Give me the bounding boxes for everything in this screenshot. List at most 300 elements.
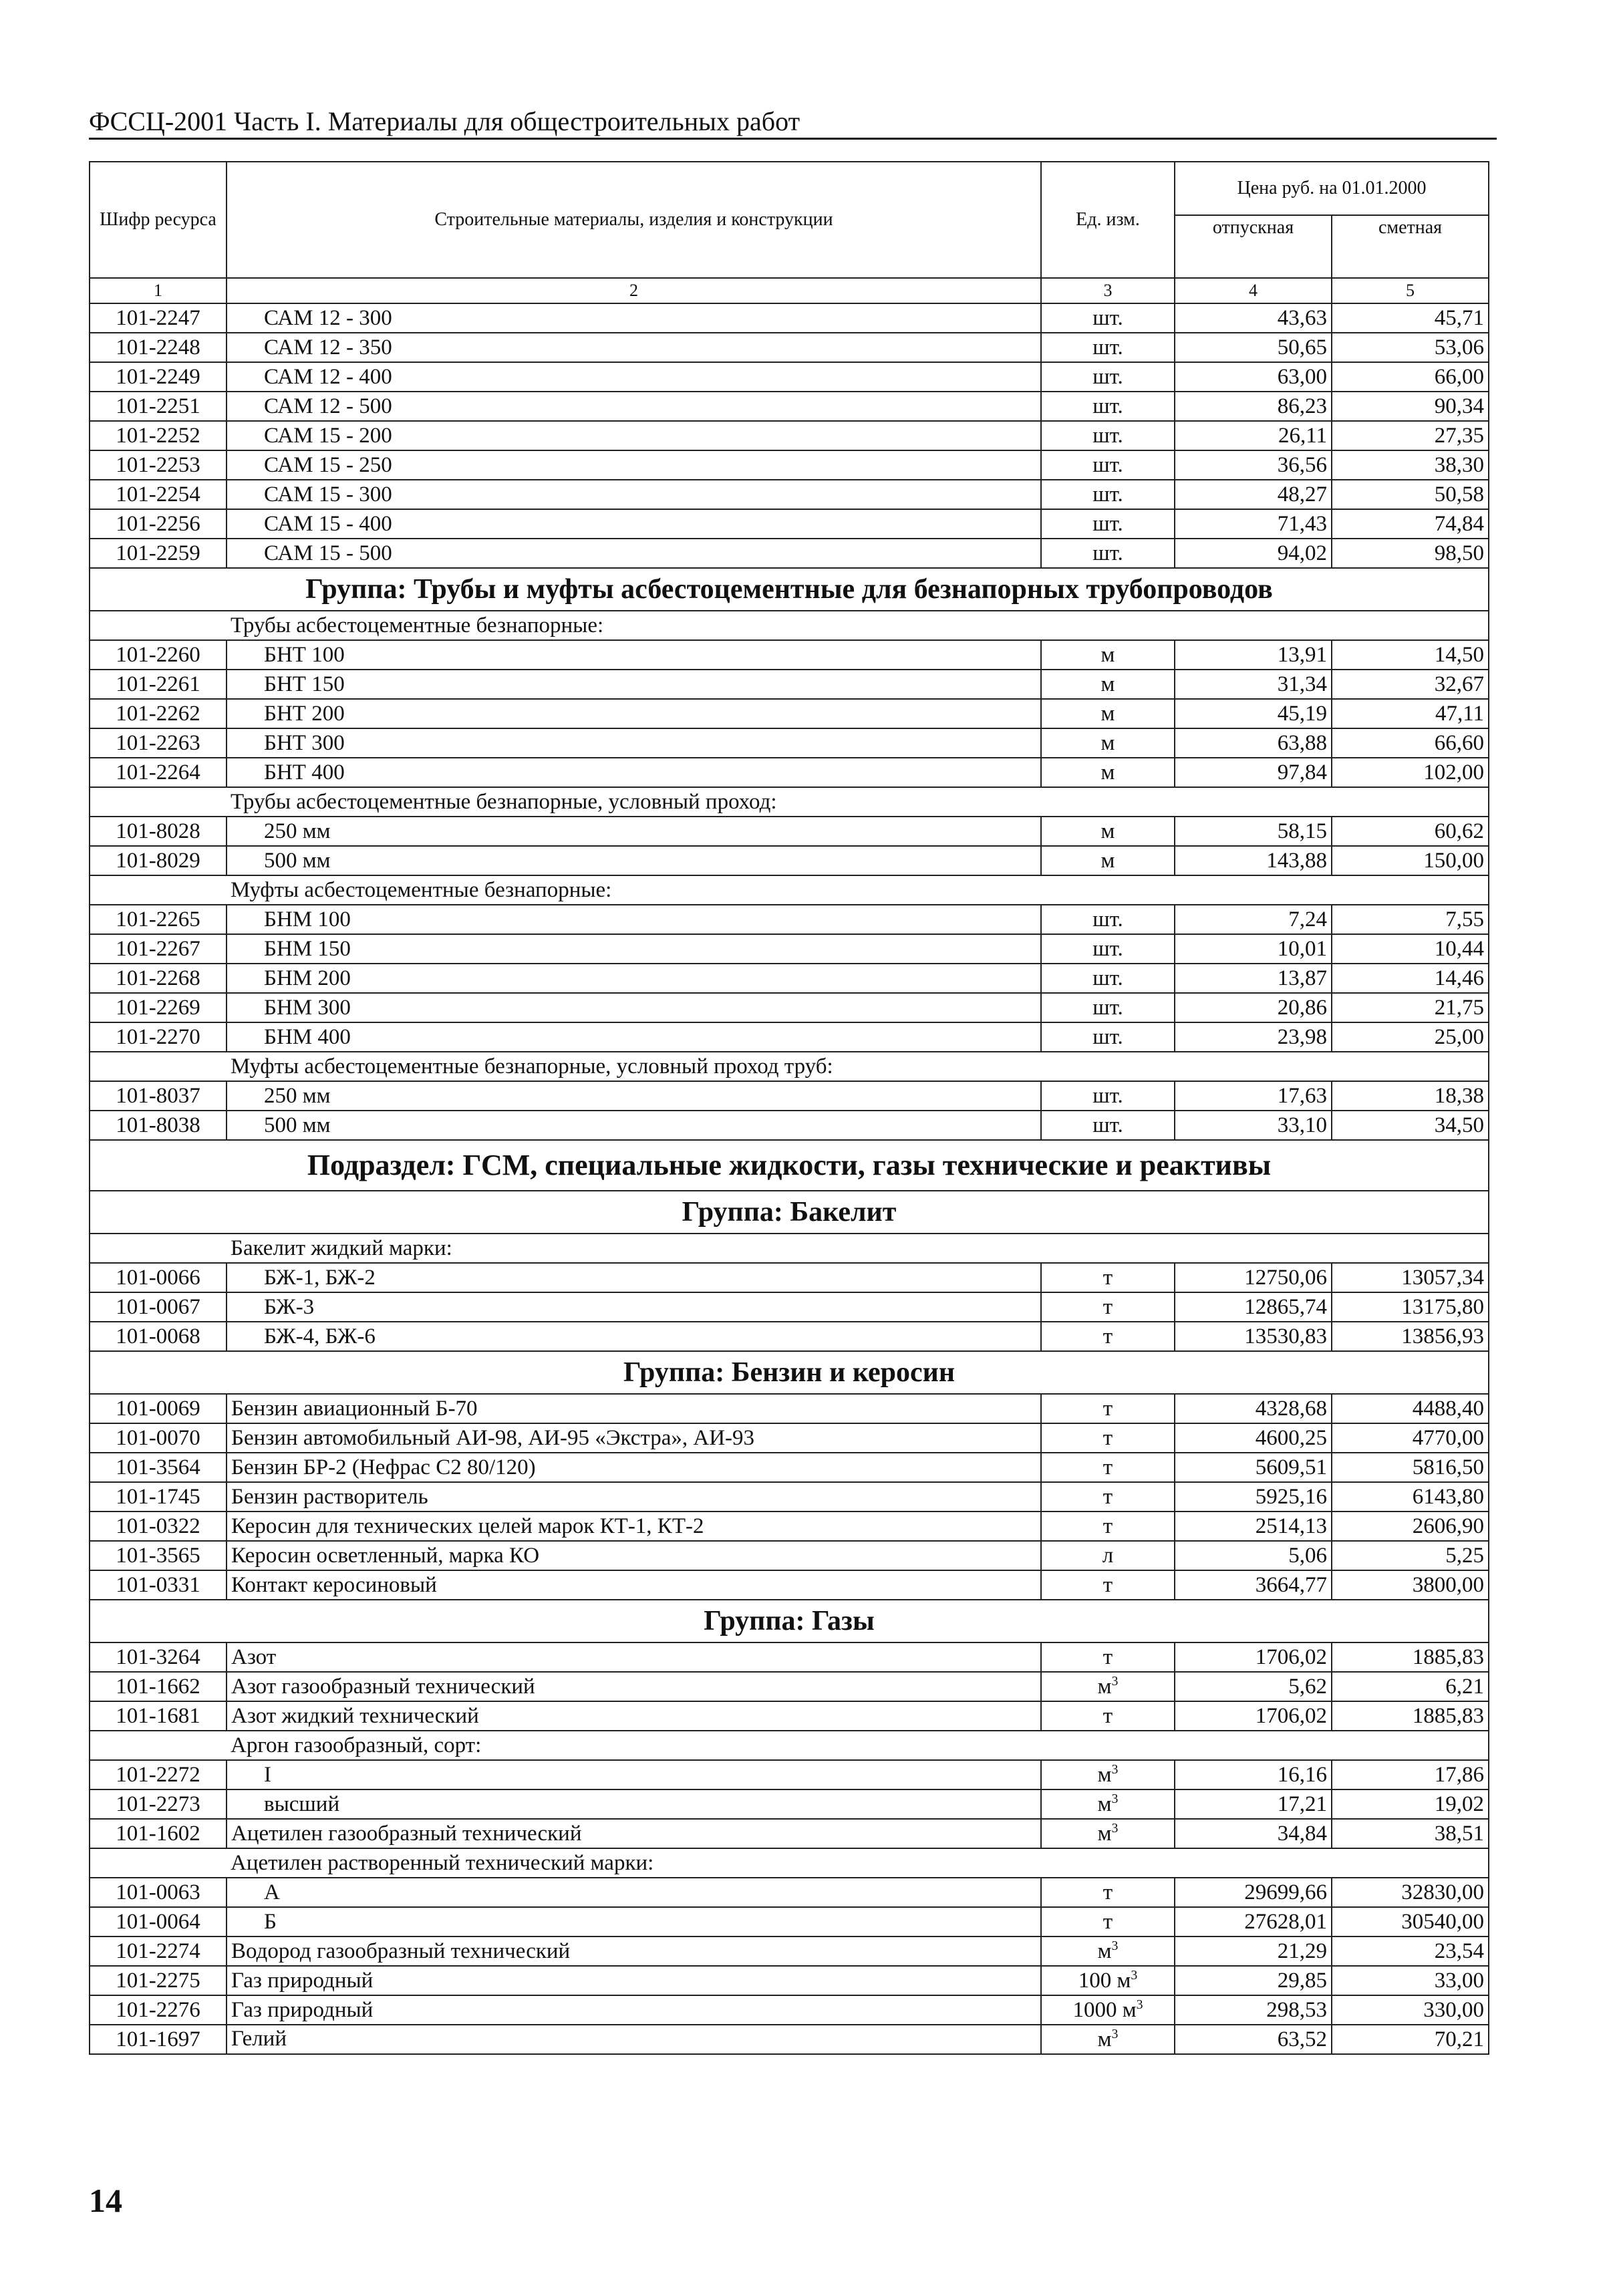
release-price-cell: 13530,83 <box>1175 1322 1332 1351</box>
estimate-price-cell: 5816,50 <box>1332 1453 1489 1482</box>
subgroup-heading-row <box>90 787 1489 817</box>
release-price-cell: 21,29 <box>1175 1936 1332 1966</box>
release-price-cell: 5609,51 <box>1175 1453 1332 1482</box>
unit-cell: т <box>1041 1394 1175 1423</box>
estimate-price-cell: 74,84 <box>1332 509 1489 539</box>
unit-cell: т <box>1041 1878 1175 1907</box>
unit-cell: м <box>1041 728 1175 758</box>
subgroup-heading-row <box>90 611 1489 640</box>
material-name-cell: Бензин БР-2 (Нефрас С2 80/120) <box>227 1453 1041 1482</box>
table-row <box>90 1819 1489 1848</box>
table-row <box>90 1512 1489 1541</box>
material-name-cell: БНТ 200 <box>227 699 1041 728</box>
subgroup-heading-row <box>90 1731 1489 1760</box>
unit-cell: шт. <box>1041 509 1175 539</box>
page-header: ФССЦ-2001 Часть I. Материалы для общестроительных работ <box>89 106 1497 140</box>
group-heading: Группа: Газы <box>90 1600 1489 1642</box>
release-price-cell: 3664,77 <box>1175 1570 1332 1600</box>
material-name-cell: Газ природный <box>227 1995 1041 2025</box>
estimate-price-cell: 23,54 <box>1332 1936 1489 1966</box>
resource-code-cell: 101-2252 <box>90 421 227 450</box>
subgroup-heading: Аргон газообразный, сорт: <box>90 1731 1489 1760</box>
subgroup-heading-row <box>90 1848 1489 1878</box>
resource-code-cell: 101-8029 <box>90 846 227 875</box>
resource-code-cell: 101-1697 <box>90 2025 227 2054</box>
release-price-cell: 63,00 <box>1175 362 1332 392</box>
unit-cell <box>1041 2025 1175 2054</box>
material-name-cell: 500 мм <box>227 846 1041 875</box>
column-number: 2 <box>227 278 1041 303</box>
unit-cell <box>1041 1966 1175 1995</box>
material-name-cell: высший <box>227 1789 1041 1819</box>
unit-cell: шт. <box>1041 303 1175 333</box>
table-row <box>90 539 1489 568</box>
table-row <box>90 1966 1489 1995</box>
unit-cell: шт. <box>1041 1022 1175 1052</box>
estimate-price-cell: 25,00 <box>1332 1022 1489 1052</box>
release-price-cell: 43,63 <box>1175 303 1332 333</box>
material-name-cell: САМ 12 - 400 <box>227 362 1041 392</box>
estimate-price-cell: 32,67 <box>1332 670 1489 699</box>
subgroup-heading: Трубы асбестоцементные безнапорные: <box>90 611 1489 640</box>
unit-text: м <box>1097 2027 1112 2051</box>
estimate-price-cell: 18,38 <box>1332 1081 1489 1111</box>
release-price-cell: 5,06 <box>1175 1541 1332 1570</box>
release-price-cell: 13,91 <box>1175 640 1332 670</box>
estimate-price-cell: 1885,83 <box>1332 1701 1489 1731</box>
release-price-cell: 27628,01 <box>1175 1907 1332 1936</box>
estimate-price-cell: 32830,00 <box>1332 1878 1489 1907</box>
unit-cell: т <box>1041 1322 1175 1351</box>
table-row <box>90 1292 1489 1322</box>
table-row <box>90 905 1489 934</box>
table-row <box>90 1672 1489 1701</box>
estimate-price-cell: 34,50 <box>1332 1111 1489 1140</box>
release-price-cell: 33,10 <box>1175 1111 1332 1140</box>
release-price-cell: 143,88 <box>1175 846 1332 875</box>
table-row <box>90 758 1489 787</box>
estimate-price-cell: 6143,80 <box>1332 1482 1489 1512</box>
unit-cell: т <box>1041 1907 1175 1936</box>
unit-cell: т <box>1041 1570 1175 1600</box>
estimate-price-cell: 19,02 <box>1332 1789 1489 1819</box>
table-row <box>90 817 1489 846</box>
resource-code-cell: 101-2267 <box>90 934 227 964</box>
resource-code-cell: 101-0069 <box>90 1394 227 1423</box>
material-name-cell: САМ 12 - 300 <box>227 303 1041 333</box>
resource-code-cell: 101-2269 <box>90 993 227 1022</box>
table-row <box>90 2025 1489 2054</box>
unit-cell: шт. <box>1041 964 1175 993</box>
release-price-cell: 13,87 <box>1175 964 1332 993</box>
resource-code-cell: 101-8028 <box>90 817 227 846</box>
unit-cell: т <box>1041 1453 1175 1482</box>
material-name-cell: Керосин для технических целей марок КТ-1, КТ-2 <box>227 1512 1041 1541</box>
material-name-cell: САМ 15 - 250 <box>227 450 1041 480</box>
unit-cell: шт. <box>1041 1081 1175 1111</box>
group-heading: Группа: Трубы и муфты асбестоцементные для безнапорных трубопроводов <box>90 568 1489 611</box>
resource-code-cell: 101-2261 <box>90 670 227 699</box>
release-price-cell: 23,98 <box>1175 1022 1332 1052</box>
table-row <box>90 1322 1489 1351</box>
price-table <box>89 161 1489 2055</box>
estimate-price-cell: 66,00 <box>1332 362 1489 392</box>
table-row <box>90 1541 1489 1570</box>
estimate-price-cell: 330,00 <box>1332 1995 1489 2025</box>
release-price-cell: 71,43 <box>1175 509 1332 539</box>
release-price-cell: 5925,16 <box>1175 1482 1332 1512</box>
table-row <box>90 1570 1489 1600</box>
estimate-price-cell: 17,86 <box>1332 1760 1489 1789</box>
table-row <box>90 1394 1489 1423</box>
resource-code-cell: 101-8038 <box>90 1111 227 1140</box>
header-estimate-price: сметная <box>1332 215 1489 278</box>
estimate-price-cell: 10,44 <box>1332 934 1489 964</box>
table-row <box>90 1701 1489 1731</box>
header-unit: Ед. изм. <box>1041 162 1175 278</box>
unit-cell: т <box>1041 1482 1175 1512</box>
resource-code-cell: 101-3564 <box>90 1453 227 1482</box>
estimate-price-cell: 21,75 <box>1332 993 1489 1022</box>
group-heading-row <box>90 1600 1489 1642</box>
table-row <box>90 728 1489 758</box>
unit-cell <box>1041 1936 1175 1966</box>
resource-code-cell: 101-0064 <box>90 1907 227 1936</box>
material-name-cell: 500 мм <box>227 1111 1041 1140</box>
unit-cell: шт. <box>1041 362 1175 392</box>
release-price-cell: 50,65 <box>1175 333 1332 362</box>
material-name-cell: Гелий <box>227 2025 1041 2054</box>
estimate-price-cell: 66,60 <box>1332 728 1489 758</box>
estimate-price-cell: 1885,83 <box>1332 1642 1489 1672</box>
material-name-cell: САМ 15 - 200 <box>227 421 1041 450</box>
release-price-cell: 34,84 <box>1175 1819 1332 1848</box>
table-body <box>90 303 1489 2054</box>
estimate-price-cell: 33,00 <box>1332 1966 1489 1995</box>
release-price-cell: 12750,06 <box>1175 1263 1332 1292</box>
estimate-price-cell: 150,00 <box>1332 846 1489 875</box>
resource-code-cell: 101-2276 <box>90 1995 227 2025</box>
resource-code-cell: 101-2247 <box>90 303 227 333</box>
resource-code-cell: 101-2268 <box>90 964 227 993</box>
unit-cell: т <box>1041 1423 1175 1453</box>
material-name-cell: САМ 12 - 500 <box>227 392 1041 421</box>
table-row <box>90 333 1489 362</box>
table-row <box>90 480 1489 509</box>
subgroup-heading-row <box>90 1234 1489 1263</box>
material-name-cell: БНМ 150 <box>227 934 1041 964</box>
table-row <box>90 1907 1489 1936</box>
unit-cell: шт. <box>1041 993 1175 1022</box>
unit-cell: шт. <box>1041 480 1175 509</box>
release-price-cell: 17,63 <box>1175 1081 1332 1111</box>
release-price-cell: 17,21 <box>1175 1789 1332 1819</box>
release-price-cell: 48,27 <box>1175 480 1332 509</box>
page-number: 14 <box>89 2182 122 2219</box>
resource-code-cell: 101-0322 <box>90 1512 227 1541</box>
estimate-price-cell: 14,46 <box>1332 964 1489 993</box>
resource-code-cell: 101-3565 <box>90 1541 227 1570</box>
material-name-cell: 250 мм <box>227 817 1041 846</box>
release-price-cell: 7,24 <box>1175 905 1332 934</box>
material-name-cell: Контакт керосиновый <box>227 1570 1041 1600</box>
table-row <box>90 1263 1489 1292</box>
unit-cell: т <box>1041 1292 1175 1322</box>
material-name-cell: БНМ 400 <box>227 1022 1041 1052</box>
section-heading: Подраздел: ГСМ, специальные жидкости, газы технические и реактивы <box>90 1140 1489 1191</box>
unit-superscript: 3 <box>1111 1821 1119 1836</box>
unit-cell: м <box>1041 846 1175 875</box>
unit-cell: шт. <box>1041 905 1175 934</box>
table-row <box>90 670 1489 699</box>
material-name-cell: САМ 15 - 300 <box>227 480 1041 509</box>
table-row <box>90 993 1489 1022</box>
material-name-cell: Азот газообразный технический <box>227 1672 1041 1701</box>
release-price-cell: 29,85 <box>1175 1966 1332 1995</box>
release-price-cell: 12865,74 <box>1175 1292 1332 1322</box>
release-price-cell: 36,56 <box>1175 450 1332 480</box>
material-name-cell: Водород газообразный технический <box>227 1936 1041 1966</box>
material-name-cell: I <box>227 1760 1041 1789</box>
material-name-cell: Керосин осветленный, марка КО <box>227 1541 1041 1570</box>
estimate-price-cell: 98,50 <box>1332 539 1489 568</box>
resource-code-cell: 101-2254 <box>90 480 227 509</box>
material-name-cell: БЖ-3 <box>227 1292 1041 1322</box>
table-row <box>90 1111 1489 1140</box>
subgroup-heading: Ацетилен растворенный технический марки: <box>90 1848 1489 1878</box>
release-price-cell: 29699,66 <box>1175 1878 1332 1907</box>
unit-cell: шт. <box>1041 333 1175 362</box>
column-number: 4 <box>1175 278 1332 303</box>
estimate-price-cell: 53,06 <box>1332 333 1489 362</box>
unit-cell <box>1041 1819 1175 1848</box>
material-name-cell: Бензин авиационный Б-70 <box>227 1394 1041 1423</box>
table-row <box>90 964 1489 993</box>
resource-code-cell: 101-0331 <box>90 1570 227 1600</box>
unit-text: 100 м <box>1078 1969 1131 1993</box>
resource-code-cell: 101-2263 <box>90 728 227 758</box>
unit-cell: м <box>1041 670 1175 699</box>
release-price-cell: 1706,02 <box>1175 1642 1332 1672</box>
group-heading: Группа: Бензин и керосин <box>90 1351 1489 1394</box>
release-price-cell: 58,15 <box>1175 817 1332 846</box>
table-row <box>90 1936 1489 1966</box>
estimate-price-cell: 6,21 <box>1332 1672 1489 1701</box>
resource-code-cell: 101-2262 <box>90 699 227 728</box>
header-release-price: отпускная <box>1175 215 1332 278</box>
table-row <box>90 1081 1489 1111</box>
unit-superscript: 3 <box>1111 1762 1119 1777</box>
unit-cell: т <box>1041 1512 1175 1541</box>
table-row <box>90 1453 1489 1482</box>
table-row <box>90 1022 1489 1052</box>
header-name: Строительные материалы, изделия и конструкции <box>227 162 1041 278</box>
material-name-cell: БЖ-1, БЖ-2 <box>227 1263 1041 1292</box>
material-name-cell: 250 мм <box>227 1081 1041 1111</box>
table-row <box>90 303 1489 333</box>
release-price-cell: 5,62 <box>1175 1672 1332 1701</box>
material-name-cell: САМ 15 - 500 <box>227 539 1041 568</box>
release-price-cell: 45,19 <box>1175 699 1332 728</box>
unit-cell: шт. <box>1041 421 1175 450</box>
resource-code-cell: 101-2249 <box>90 362 227 392</box>
resource-code-cell: 101-0067 <box>90 1292 227 1322</box>
unit-cell: м <box>1041 699 1175 728</box>
resource-code-cell: 101-0068 <box>90 1322 227 1351</box>
release-price-cell: 298,53 <box>1175 1995 1332 2025</box>
release-price-cell: 10,01 <box>1175 934 1332 964</box>
estimate-price-cell: 50,58 <box>1332 480 1489 509</box>
unit-cell <box>1041 1789 1175 1819</box>
table-row <box>90 934 1489 964</box>
release-price-cell: 63,52 <box>1175 2025 1332 2054</box>
unit-cell: м <box>1041 640 1175 670</box>
release-price-cell: 94,02 <box>1175 539 1332 568</box>
table-row <box>90 509 1489 539</box>
estimate-price-cell: 7,55 <box>1332 905 1489 934</box>
group-heading-row <box>90 1191 1489 1234</box>
unit-cell: шт. <box>1041 1111 1175 1140</box>
material-name-cell: БНТ 150 <box>227 670 1041 699</box>
table-row <box>90 392 1489 421</box>
table-row <box>90 1642 1489 1672</box>
unit-superscript: 3 <box>1111 2027 1119 2041</box>
resource-code-cell: 101-2270 <box>90 1022 227 1052</box>
unit-text: м <box>1097 1792 1112 1816</box>
release-price-cell: 20,86 <box>1175 993 1332 1022</box>
release-price-cell: 31,34 <box>1175 670 1332 699</box>
unit-text: м <box>1097 1822 1112 1846</box>
material-name-cell: БНТ 300 <box>227 728 1041 758</box>
material-name-cell: Б <box>227 1907 1041 1936</box>
estimate-price-cell: 4488,40 <box>1332 1394 1489 1423</box>
material-name-cell: Азот жидкий технический <box>227 1701 1041 1731</box>
unit-text: 1000 м <box>1072 1998 1137 2022</box>
unit-cell: т <box>1041 1701 1175 1731</box>
unit-superscript: 3 <box>1111 1939 1119 1953</box>
unit-cell: т <box>1041 1642 1175 1672</box>
unit-cell <box>1041 1760 1175 1789</box>
group-heading-row <box>90 568 1489 611</box>
estimate-price-cell: 90,34 <box>1332 392 1489 421</box>
table-row <box>90 362 1489 392</box>
material-name-cell: Ацетилен газообразный технический <box>227 1819 1041 1848</box>
unit-cell <box>1041 1995 1175 2025</box>
unit-text: м <box>1097 1675 1112 1699</box>
release-price-cell: 4600,25 <box>1175 1423 1332 1453</box>
table-row <box>90 640 1489 670</box>
estimate-price-cell: 38,51 <box>1332 1819 1489 1848</box>
resource-code-cell: 101-1745 <box>90 1482 227 1512</box>
table-row <box>90 1878 1489 1907</box>
estimate-price-cell: 30540,00 <box>1332 1907 1489 1936</box>
resource-code-cell: 101-2275 <box>90 1966 227 1995</box>
estimate-price-cell: 38,30 <box>1332 450 1489 480</box>
section-heading-row <box>90 1140 1489 1191</box>
material-name-cell: Бензин автомобильный АИ-98, АИ-95 «Экстра», АИ-93 <box>227 1423 1041 1453</box>
table-row <box>90 1423 1489 1453</box>
resource-code-cell: 101-0063 <box>90 1878 227 1907</box>
unit-text: м <box>1097 1763 1112 1787</box>
unit-cell: м <box>1041 817 1175 846</box>
resource-code-cell: 101-2259 <box>90 539 227 568</box>
resource-code-cell: 101-2264 <box>90 758 227 787</box>
group-heading: Группа: Бакелит <box>90 1191 1489 1234</box>
resource-code-cell: 101-2272 <box>90 1760 227 1789</box>
unit-cell: шт. <box>1041 934 1175 964</box>
column-number: 5 <box>1332 278 1489 303</box>
estimate-price-cell: 70,21 <box>1332 2025 1489 2054</box>
resource-code-cell: 101-2256 <box>90 509 227 539</box>
resource-code-cell: 101-2248 <box>90 333 227 362</box>
estimate-price-cell: 102,00 <box>1332 758 1489 787</box>
subgroup-heading-row <box>90 1052 1489 1081</box>
material-name-cell: Азот <box>227 1642 1041 1672</box>
estimate-price-cell: 3800,00 <box>1332 1570 1489 1600</box>
unit-superscript: 3 <box>1111 1674 1119 1689</box>
material-name-cell: САМ 15 - 400 <box>227 509 1041 539</box>
resource-code-cell: 101-2265 <box>90 905 227 934</box>
unit-text: м <box>1097 1939 1112 1963</box>
resource-code-cell: 101-1662 <box>90 1672 227 1701</box>
unit-cell: шт. <box>1041 392 1175 421</box>
table-row <box>90 1760 1489 1789</box>
table-row <box>90 699 1489 728</box>
subgroup-heading: Трубы асбестоцементные безнапорные, условный проход: <box>90 787 1489 817</box>
table-row <box>90 1482 1489 1512</box>
estimate-price-cell: 13175,80 <box>1332 1292 1489 1322</box>
resource-code-cell: 101-1681 <box>90 1701 227 1731</box>
resource-code-cell: 101-2251 <box>90 392 227 421</box>
unit-cell: л <box>1041 1541 1175 1570</box>
release-price-cell: 97,84 <box>1175 758 1332 787</box>
material-name-cell: БЖ-4, БЖ-6 <box>227 1322 1041 1351</box>
resource-code-cell: 101-0070 <box>90 1423 227 1453</box>
header-code: Шифр ресурса <box>90 162 227 278</box>
estimate-price-cell: 13856,93 <box>1332 1322 1489 1351</box>
header-price: Цена руб. на 01.01.2000 <box>1175 162 1489 215</box>
unit-superscript: 3 <box>1111 1791 1119 1806</box>
release-price-cell: 26,11 <box>1175 421 1332 450</box>
material-name-cell: БНТ 400 <box>227 758 1041 787</box>
table-row <box>90 846 1489 875</box>
material-name-cell: Бензин растворитель <box>227 1482 1041 1512</box>
release-price-cell: 2514,13 <box>1175 1512 1332 1541</box>
material-name-cell: БНМ 200 <box>227 964 1041 993</box>
release-price-cell: 86,23 <box>1175 392 1332 421</box>
estimate-price-cell: 45,71 <box>1332 303 1489 333</box>
unit-cell: шт. <box>1041 539 1175 568</box>
material-name-cell: САМ 12 - 350 <box>227 333 1041 362</box>
resource-code-cell: 101-2260 <box>90 640 227 670</box>
unit-cell: шт. <box>1041 450 1175 480</box>
group-heading-row <box>90 1351 1489 1394</box>
subgroup-heading: Муфты асбестоцементные безнапорные, условный проход труб: <box>90 1052 1489 1081</box>
table-row <box>90 1789 1489 1819</box>
column-number: 1 <box>90 278 227 303</box>
estimate-price-cell: 14,50 <box>1332 640 1489 670</box>
estimate-price-cell: 2606,90 <box>1332 1512 1489 1541</box>
release-price-cell: 4328,68 <box>1175 1394 1332 1423</box>
subgroup-heading: Муфты асбестоцементные безнапорные: <box>90 875 1489 905</box>
material-name-cell: БНТ 100 <box>227 640 1041 670</box>
estimate-price-cell: 27,35 <box>1332 421 1489 450</box>
unit-cell <box>1041 1672 1175 1701</box>
subgroup-heading-row <box>90 875 1489 905</box>
material-name-cell: Газ природный <box>227 1966 1041 1995</box>
resource-code-cell: 101-8037 <box>90 1081 227 1111</box>
estimate-price-cell: 13057,34 <box>1332 1263 1489 1292</box>
